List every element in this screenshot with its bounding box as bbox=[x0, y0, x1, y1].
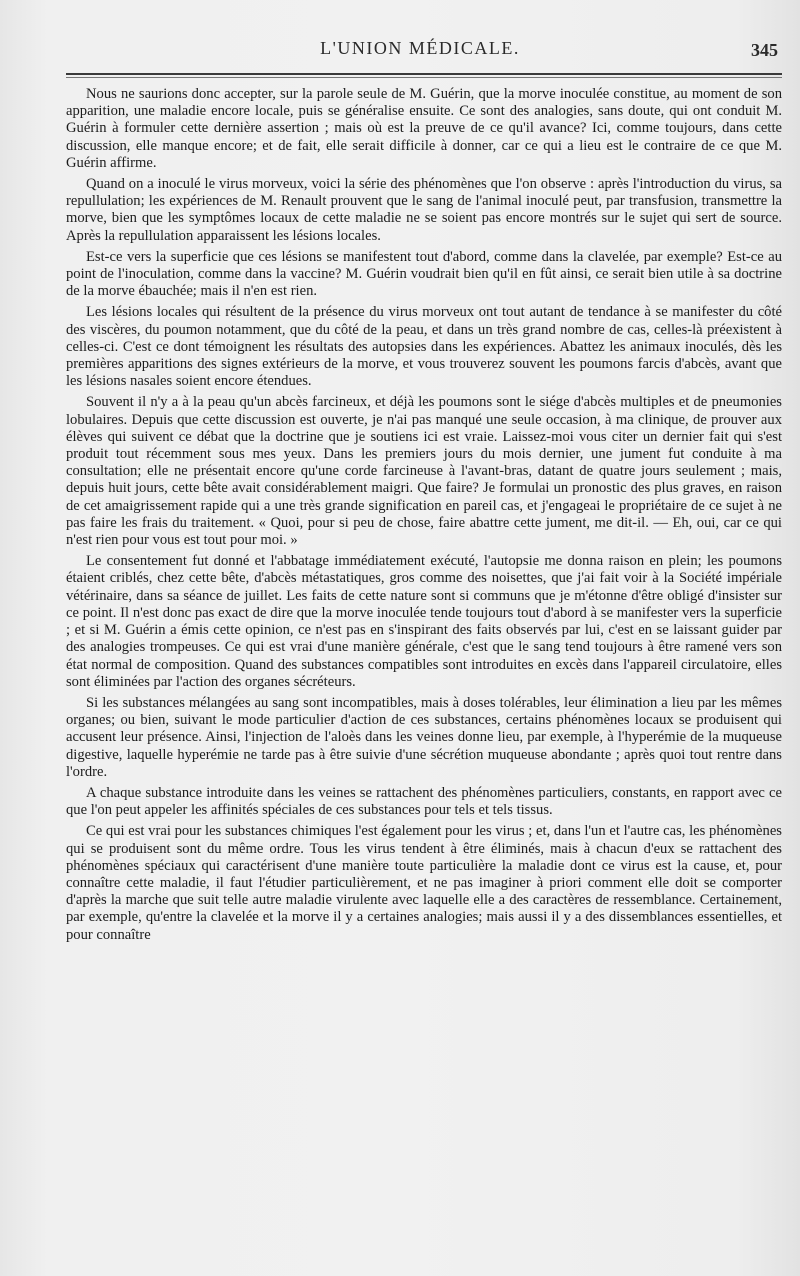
paragraph: Si les substances mélangées au sang sont incompatibles, mais à doses tolérables, leur élimination a lieu par les mêmes organes; ou bien, suivant le mode particulier d'action de ces substances, certains phénomènes locaux se produisent qui accusent leur présence. Ainsi, l'injection de l'aloès dans les veines donne lieu, par exemple, à l'hyperémie de la muqueuse digestive, laquelle hyperémie ne tarde pas à être suivie d'une sécrétion muqueuse abondante ; après quoi tout rentre dans l'ordre. bbox=[66, 694, 782, 780]
header-rule bbox=[66, 73, 782, 78]
paragraph: Le consentement fut donné et l'abbatage immédiatement exécuté, l'autopsie me donna raison en plein; les poumons étaient criblés, chez cette bête, d'abcès métastatiques, gros comme des noisettes, que j'ai fait voir à la Société impériale vétérinaire, dans sa séance de juillet. Les faits de cette nature sont si communs que je m'étonne d'être obligé d'insister sur ce point. Il n'est donc pas exact de dire que la morve inoculée tende toujours tout d'abord à se manifester vers la superficie ; et si M. Guérin a émis cette opinion, ce n'est pas en s'inspirant des faits observés par lui, c'est en se laissant guider par des analogies trompeuses. Ce qui est vrai d'une manière générale, c'est que le sang tend toujours à être ramené vers son état normal de composition. Quand des substances compatibles sont introduites en excès dans l'appareil circulatoire, elles sont éliminées par l'action des organes sécréteurs. bbox=[66, 553, 782, 690]
paragraph: Quand on a inoculé le virus morveux, voici la série des phénomènes que l'on observe : après l'introduction du virus, sa repullulation; les expériences de M. Renault prouvent que le sang de l'animal inoculé peut, par transfusion, transmettre la morve, bien que les symptômes locaux de cette maladie ne se soient pas encore montrés sur le sujet qui sert de source. Après la repullulation apparaissent les lésions locales. bbox=[66, 176, 782, 244]
article-body bbox=[66, 86, 782, 944]
paragraph: Est-ce vers la superficie que ces lésions se manifestent tout d'abord, comme dans la clavelée, par exemple? Est-ce au point de l'inoculation, comme dans la vaccine? M. Guérin voudrait bien qu'il en fût ainsi, ce serait bien utile à sa doctrine de la morve ébauchée; mais il n'en est rien. bbox=[66, 248, 782, 300]
paragraph: Nous ne saurions donc accepter, sur la parole seule de M. Guérin, que la morve inoculée constitue, au moment de son apparition, une maladie encore locale, puis se généralise ensuite. Ce sont des analogies, sans doute, qui ont conduit M. Guérin à formuler cette dernière assertion ; mais où est la preuve de ce qu'il avance? Ici, comme toujours, dans cette discussion, elle manque encore; et de fait, elle serait difficile à donner, car ce qui a lieu est le contraire de ce que M. Guérin affirme. bbox=[66, 86, 782, 171]
paragraph: Ce qui est vrai pour les substances chimiques l'est également pour les virus ; et, dans l'un et l'autre cas, les phénomènes qui se produisent sont du même ordre. Tous les virus tendent à être éliminés, mais à chacun d'eux se rattachent des phénomènes spéciaux qui caractérisent d'une manière toute particulière la maladie dont ce virus est la cause, et, pour connaître cette maladie, il faut l'étudier particulièrement, et ne pas imaginer à priori comment elle doit se comporter d'après la marche que suit telle autre maladie virulente avec laquelle elle a des caractères de ressemblance. Certainement, par exemple, qu'entre la clavelée et la morve il y a certaines analogies; mais aussi il y a des dissemblances essentielles, et pour connaître bbox=[66, 823, 782, 943]
running-head bbox=[60, 38, 780, 66]
paragraph: Les lésions locales qui résultent de la présence du virus morveux ont tout autant de tendance à se manifester du côté des viscères, du poumon notamment, que du côté de la peau, et dans un très grand nombre de cas, celles-là préexistent à celles-ci. C'est ce dont témoignent les résultats des autopsies dans les expériences. Abattez les animaux inoculés, dès les premières apparitions des signes extérieurs de la morve, et vous trouverez souvent les poumons farcis d'abcès, avant que les lésions nasales soient encore étendues. bbox=[66, 304, 782, 390]
paragraph: A chaque substance introduite dans les veines se rattachent des phénomènes particuliers, constants, en rapport avec ce que l'on peut appeler les affinités spéciales de ces substances pour tels et tels tissus. bbox=[66, 784, 782, 819]
page-number: 345 bbox=[751, 40, 778, 60]
paragraph: Souvent il n'y a à la peau qu'un abcès farcineux, et déjà les poumons sont le siége d'abcès multiples et de pneumonies lobulaires. Depuis que cette discussion est ouverte, je n'ai pas manqué une seule occasion, à ma clinique, de prouver aux élèves qui suivent ce débat que la doctrine que je soutiens ici est vraie. Laissez-moi vous citer un dernier fait qui s'est produit tout récemment sous mes yeux. Dans les premiers jours du mois dernier, une jument fut conduite à ma consultation; elle ne présentait encore qu'une corde farcineuse à l'avant-bras, datant de quatre jours seulement ; mais, depuis huit jours, cette bête avait considérablement maigri. Que faire? Je formulai un pronostic des plus graves, en raison de cet amaigrissement rapide qui a une très grande signification en pareil cas, et j'engageai le propriétaire de ce sujet à ne pas faire les frais du traitement. « Quoi, pour si peu de chose, faire abattre cette jument, me dit-il. — Eh, oui, car ce qui n'est rien pour vous est tout pour moi. » bbox=[66, 394, 782, 549]
journal-title: L'UNION MÉDICALE. bbox=[320, 38, 520, 58]
